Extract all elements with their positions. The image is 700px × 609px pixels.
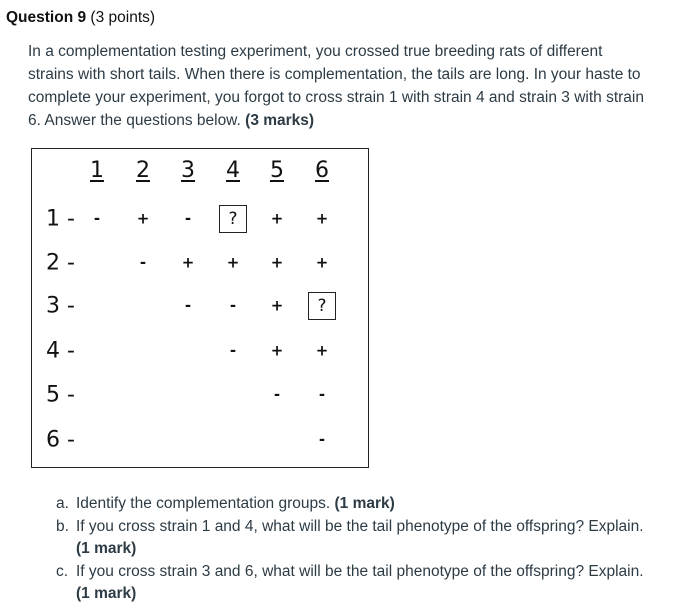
table-cell: -	[318, 385, 326, 404]
sub-question-marks: (1 mark)	[76, 540, 137, 557]
row-header-6: 6 -	[46, 427, 75, 453]
row-header-5: 5 -	[46, 382, 75, 408]
sub-question-letter: c.	[56, 562, 69, 580]
table-cell: +	[270, 253, 284, 272]
column-header-2: 2	[136, 158, 150, 183]
table-cell: +	[270, 209, 284, 228]
table-cell: -	[273, 385, 281, 404]
sub-question-text: If you cross strain 1 and 4, what will be the tail phenotype of the offspring? Explain.	[76, 517, 644, 535]
row-header-4: 4 -	[46, 338, 75, 364]
sub-question-letter: a.	[56, 495, 69, 512]
table-cell: -	[93, 209, 101, 228]
question-title: Question 9	[6, 9, 87, 26]
row-header-1: 1 -	[46, 206, 75, 232]
unknown-cross-cell: ?	[308, 292, 336, 320]
table-cell: +	[226, 253, 240, 272]
table-cell: -	[139, 253, 147, 272]
column-header-6: 6	[315, 158, 329, 183]
table-cell: -	[184, 296, 192, 315]
question-header	[6, 9, 155, 27]
table-cell: -	[318, 430, 326, 449]
table-cell: +	[136, 209, 150, 228]
sub-question-item	[56, 493, 656, 516]
table-cell: +	[315, 341, 329, 360]
column-header-1: 1	[90, 158, 104, 183]
table-cell: -	[229, 296, 237, 315]
question-body-text: In a complementation testing experiment, you crossed true breeding rats of different strains with short tails. When there is complementation, the tails are long. In your haste to complete your experiment, you forgot to cross strain 1 with strain 4 and strain 3 with strain 6. Answer the questions below.	[28, 43, 644, 129]
row-header-3: 3 -	[46, 293, 75, 319]
unknown-cross-cell: ?	[219, 205, 247, 233]
sub-question-text: If you cross strain 3 and 6, what will be the tail phenotype of the offspring? Explain.	[76, 562, 644, 580]
sub-questions-list	[56, 493, 656, 606]
sub-question-item	[56, 516, 656, 561]
table-cell: -	[229, 341, 237, 360]
question-body	[28, 40, 648, 132]
column-header-3: 3	[181, 158, 195, 183]
row-header-2: 2 -	[46, 250, 75, 276]
table-cell: -	[184, 209, 192, 228]
sub-question-marks: (1 mark)	[334, 495, 395, 512]
table-cell: +	[181, 253, 195, 272]
column-header-4: 4	[226, 158, 240, 183]
table-cell: +	[270, 296, 284, 315]
table-cell: +	[315, 253, 329, 272]
complementation-table	[31, 148, 369, 468]
question-points: (3 points)	[90, 9, 156, 26]
sub-question-marks: (1 mark)	[76, 585, 137, 602]
sub-question-letter: b.	[56, 517, 69, 535]
table-cell: +	[315, 209, 329, 228]
table-cell: +	[270, 341, 284, 360]
sub-question-text: Identify the complementation groups.	[76, 495, 335, 512]
column-header-5: 5	[270, 158, 284, 183]
question-marks: (3 marks)	[245, 112, 315, 129]
sub-question-item	[56, 561, 656, 606]
